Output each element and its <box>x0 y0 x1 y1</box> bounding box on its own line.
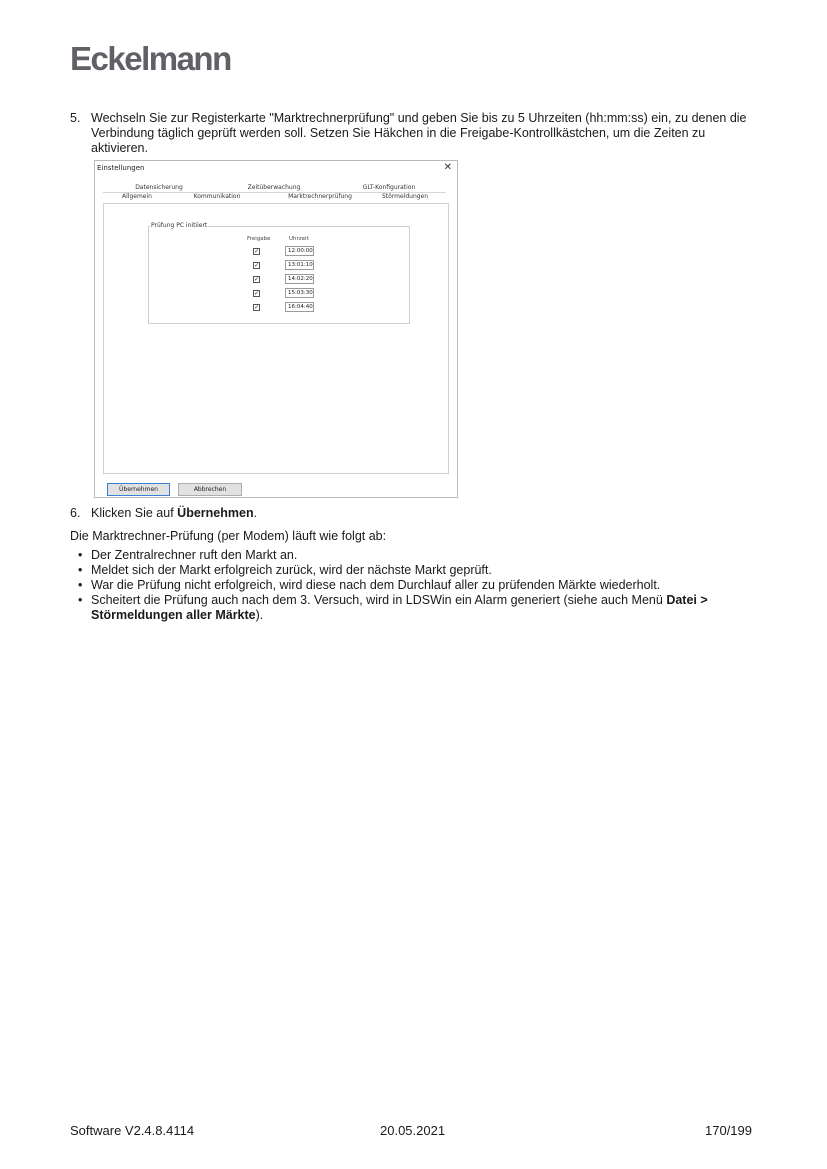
bullet-dot: • <box>78 548 83 562</box>
time-input-4[interactable]: 15:03:30 <box>285 288 314 298</box>
bullet-text-4-prefix: Scheitert die Prüfung auch nach dem 3. Versuch, wird in LDSWin ein Alarm generiert (siehe auch Menü <box>91 593 667 607</box>
tab-stoermeldungen[interactable]: Störmeldungen <box>381 193 429 200</box>
list-item <box>78 578 768 593</box>
group-label: Prüfung PC initiiert <box>151 222 208 229</box>
step-6-prefix: Klicken Sie auf <box>91 506 178 520</box>
step-6-bold: Übernehmen <box>177 506 254 520</box>
footer-page-number: 170/199 <box>705 1123 752 1138</box>
freigabe-checkbox-1[interactable]: ✓ <box>254 248 260 255</box>
step-6-number: 6. <box>70 506 81 520</box>
bullet-dot: • <box>78 563 83 577</box>
freigabe-checkbox-3[interactable]: ✓ <box>254 276 260 283</box>
bullet-text-3: War die Prüfung nicht erfolgreich, wird diese nach dem Durchlauf aller zu prüfenden Märkte wiederholt. <box>91 578 661 592</box>
pruefung-group <box>148 222 410 324</box>
freigabe-checkbox-5[interactable]: ✓ <box>254 304 260 311</box>
tab-glt-konfiguration[interactable]: GLT-Konfiguration <box>362 184 416 191</box>
bullet-text-4-bold: Datei > Störmeldungen aller Märkte <box>91 593 708 622</box>
step-5-number: 5. <box>70 111 81 125</box>
list-item <box>78 593 768 623</box>
step-6 <box>70 506 257 521</box>
company-logo: Eckelmann <box>70 40 231 77</box>
tab-zeitueberwachung[interactable]: Zeitüberwachung <box>247 184 301 191</box>
tab-row-front <box>95 193 459 203</box>
apply-button[interactable]: Übernehmen <box>107 483 170 496</box>
intro-paragraph: Die Marktrechner-Prüfung (per Modem) läuft wie folgt ab: <box>70 529 387 543</box>
list-item <box>78 563 768 578</box>
bullet-text-1: Der Zentralrechner ruft den Markt an. <box>91 548 298 562</box>
freigabe-checkbox-2[interactable]: ✓ <box>254 262 260 269</box>
col-header-freigabe: Freigabe <box>247 236 271 242</box>
time-input-3[interactable]: 14:02:20 <box>285 274 314 284</box>
bullet-text-4-suffix: ). <box>255 608 264 622</box>
step-6-suffix: . <box>253 506 258 520</box>
step-5-text: Wechseln Sie zur Registerkarte "Marktrechnerprüfung" und geben Sie bis zu 5 Uhrzeiten (hh:mm:ss) ein, zu denen die Verbindung täglich geprüft werden soll. Setzen Sie Häkchen in die Freigabe-Kontrollkästchen, um die Zeiten zu aktivieren. <box>91 111 747 155</box>
close-icon[interactable]: ✕ <box>443 162 452 173</box>
tab-allgemein[interactable]: Allgemein <box>122 193 152 200</box>
tab-kommunikation[interactable]: Kommunikation <box>193 193 241 200</box>
time-input-5[interactable]: 16:04:40 <box>285 302 314 312</box>
bullet-dot: • <box>78 578 83 592</box>
dialog-title: Einstellungen <box>97 164 145 172</box>
footer-date: 20.05.2021 <box>380 1123 446 1138</box>
settings-dialog <box>94 160 458 498</box>
cancel-button[interactable]: Abbrechen <box>178 483 242 496</box>
tab-datensicherung[interactable]: Datensicherung <box>135 184 183 191</box>
footer-version: Software V2.4.8.4114 <box>70 1123 195 1138</box>
bullet-text-2: Meldet sich der Markt erfolgreich zurück, wird der nächste Markt geprüft. <box>91 563 492 577</box>
time-input-2[interactable]: 13:01:10 <box>285 260 314 270</box>
tab-panel <box>103 203 449 474</box>
col-header-uhrzeit: Uhrzeit <box>289 236 309 242</box>
step-5 <box>70 111 760 156</box>
freigabe-checkbox-4[interactable]: ✓ <box>254 290 260 297</box>
list-item <box>78 548 768 563</box>
tab-marktrechnerpruefung[interactable]: Marktrechnerprüfung <box>288 193 352 200</box>
bullet-dot: • <box>78 593 83 607</box>
time-input-1[interactable]: 12:00:00 <box>285 246 314 256</box>
bullet-list <box>78 548 768 623</box>
